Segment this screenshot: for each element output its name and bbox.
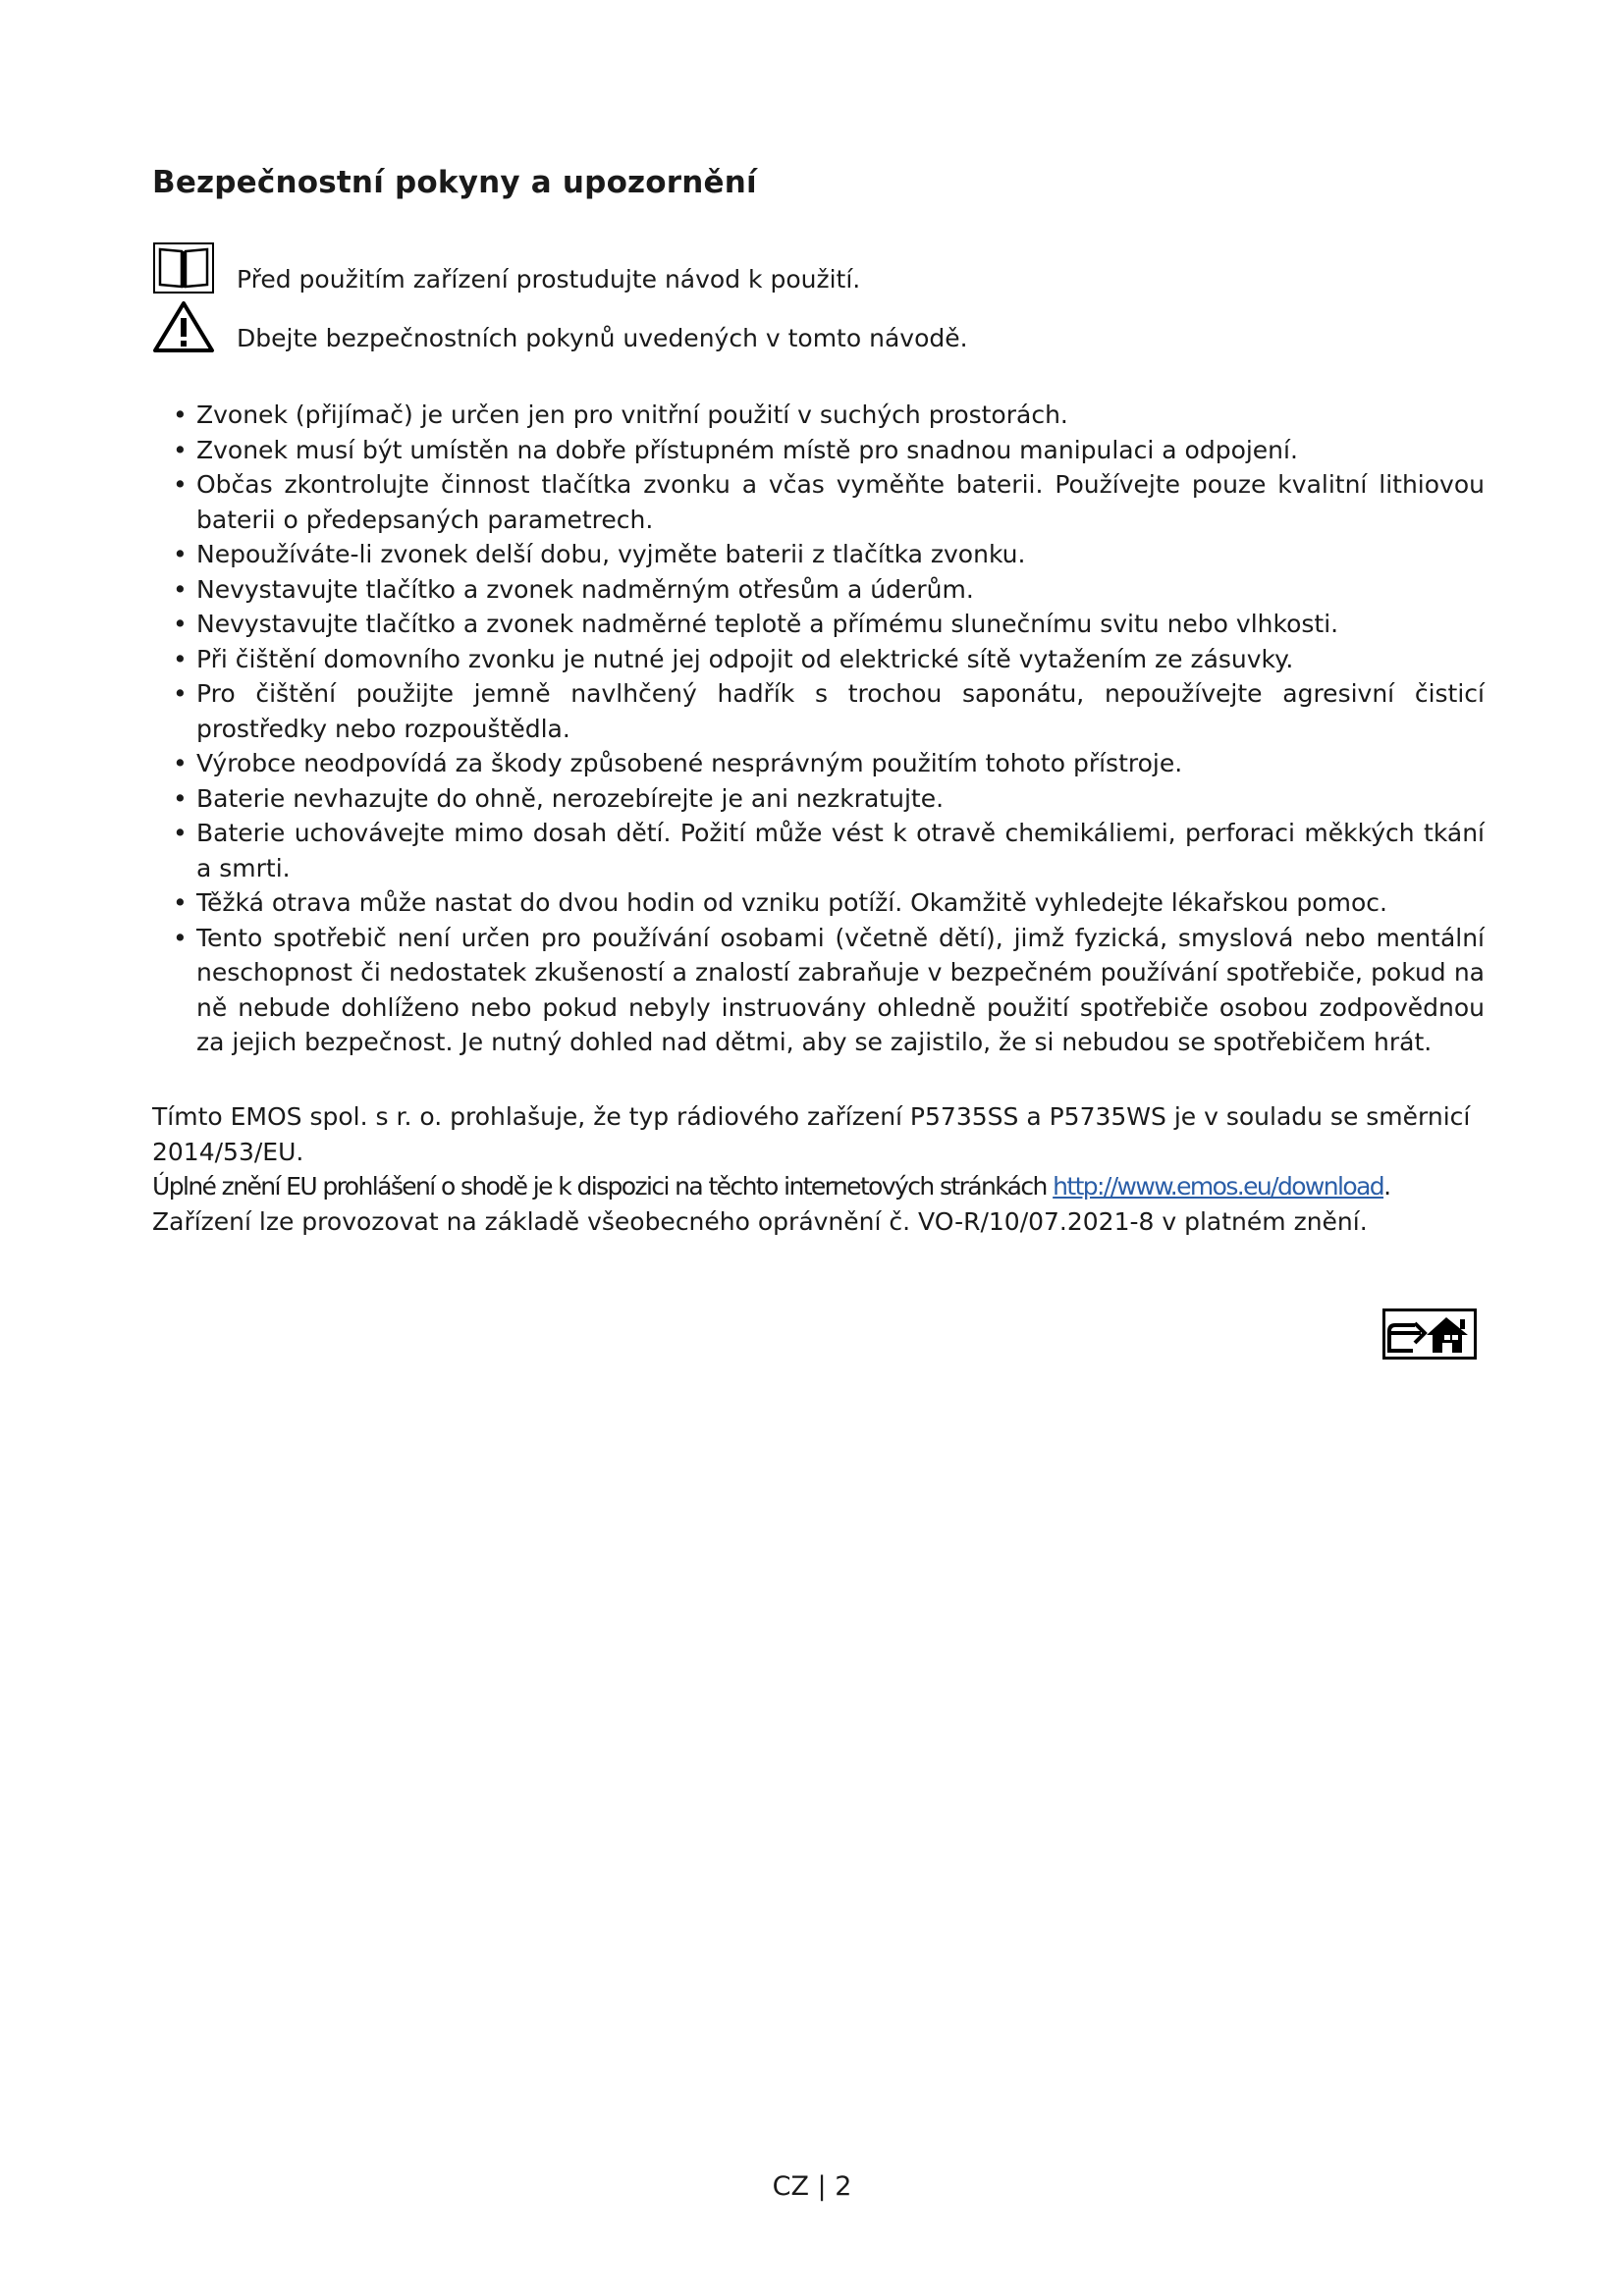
download-link[interactable]: http://www.emos.eu/download <box>1053 1172 1384 1201</box>
back-to-home-button[interactable] <box>1382 1308 1477 1360</box>
manual-book-icon <box>152 241 215 294</box>
list-item: • Tento spotřebič není určen pro používání osobami (včetně dětí), jimž fyzická, smyslová nebo mentální neschopnost či nedostatek zkušeností a znalostí zabraňuje v bezpečném používání spotřebiče, pokud na ně nebude dohlíženo nebo pokud nebyly instruovány ohledně použití spotřebiče osobou zodpovědnou za jejich bezpečnost. Je nutný dohled nad dětmi, aby se zajistilo, že si nebudou se spotřebičem hrát. <box>169 921 1485 1060</box>
notice-warning <box>152 300 968 353</box>
notice-manual-text: Před použitím zařízení prostudujte návod k použití. <box>237 265 861 294</box>
page-title: Bezpečnostní pokyny a upozornění <box>152 165 757 200</box>
list-item: • Nevystavujte tlačítko a zvonek nadměrné teplotě a přímému slunečnímu svitu nebo vlhkosti. <box>169 607 1485 642</box>
list-item: • Baterie nevhazujte do ohně, nerozebírejte je ani nezkratujte. <box>169 781 1485 817</box>
warning-triangle-icon <box>152 300 215 353</box>
list-item: • Nepoužíváte-li zvonek delší dobu, vyjměte baterii z tlačítka zvonku. <box>169 537 1485 572</box>
conformity-declaration: Tímto EMOS spol. s r. o. prohlašuje, že typ rádiového zařízení P5735SS a P5735WS je v souladu se směrnicí 2014/53/EU. <box>152 1102 1471 1166</box>
list-item: • Nevystavujte tlačítko a zvonek nadměrným otřesům a úderům. <box>169 572 1485 608</box>
notice-manual <box>152 241 860 294</box>
list-item: • Občas zkontrolujte činnost tlačítka zvonku a včas vyměňte baterii. Používejte pouze kvalitní lithiovou baterii o předepsaných parametrech. <box>169 467 1485 537</box>
safety-rules-list <box>169 398 1485 1060</box>
list-item: • Pro čištění použijte jemně navlhčený hadřík s trochou saponátu, nepoužívejte agresivní čisticí prostředky nebo rozpouštědla. <box>169 676 1485 746</box>
declaration-block <box>152 1099 1485 1239</box>
full-declaration-text: Úplné znění EU prohlášení o shodě je k dispozici na těchto internetových stránkách <box>152 1172 1054 1201</box>
back-to-home-icon <box>1385 1311 1474 1357</box>
full-declaration-suffix: . <box>1383 1172 1390 1201</box>
notice-warning-text: Dbejte bezpečnostních pokynů uvedených v tomto návodě. <box>237 324 968 352</box>
page-number: CZ | 2 <box>772 2171 852 2202</box>
list-item: • Výrobce neodpovídá za škody způsobené nesprávným použitím tohoto přístroje. <box>169 746 1485 781</box>
list-item: • Baterie uchovávejte mimo dosah dětí. Požití může vést k otravě chemikáliemi, perforaci měkkých tkání a smrti. <box>169 816 1485 885</box>
list-item: • Při čištění domovního zvonku je nutné jej odpojit od elektrické sítě vytažením ze zásuvky. <box>169 642 1485 677</box>
authorization-note: Zařízení lze provozovat na základě všeobecného oprávnění č. VO-R/10/07.2021-8 v platném znění. <box>152 1206 1368 1236</box>
list-item: • Těžká otrava může nastat do dvou hodin od vzniku potíží. Okamžitě vyhledejte lékařskou pomoc. <box>169 885 1485 921</box>
list-item: • Zvonek musí být umístěn na dobře přístupném místě pro snadnou manipulaci a odpojení. <box>169 433 1485 468</box>
full-declaration-line <box>152 1169 1485 1204</box>
list-item: • Zvonek (přijímač) je určen jen pro vnitřní použití v suchých prostorách. <box>169 398 1485 433</box>
